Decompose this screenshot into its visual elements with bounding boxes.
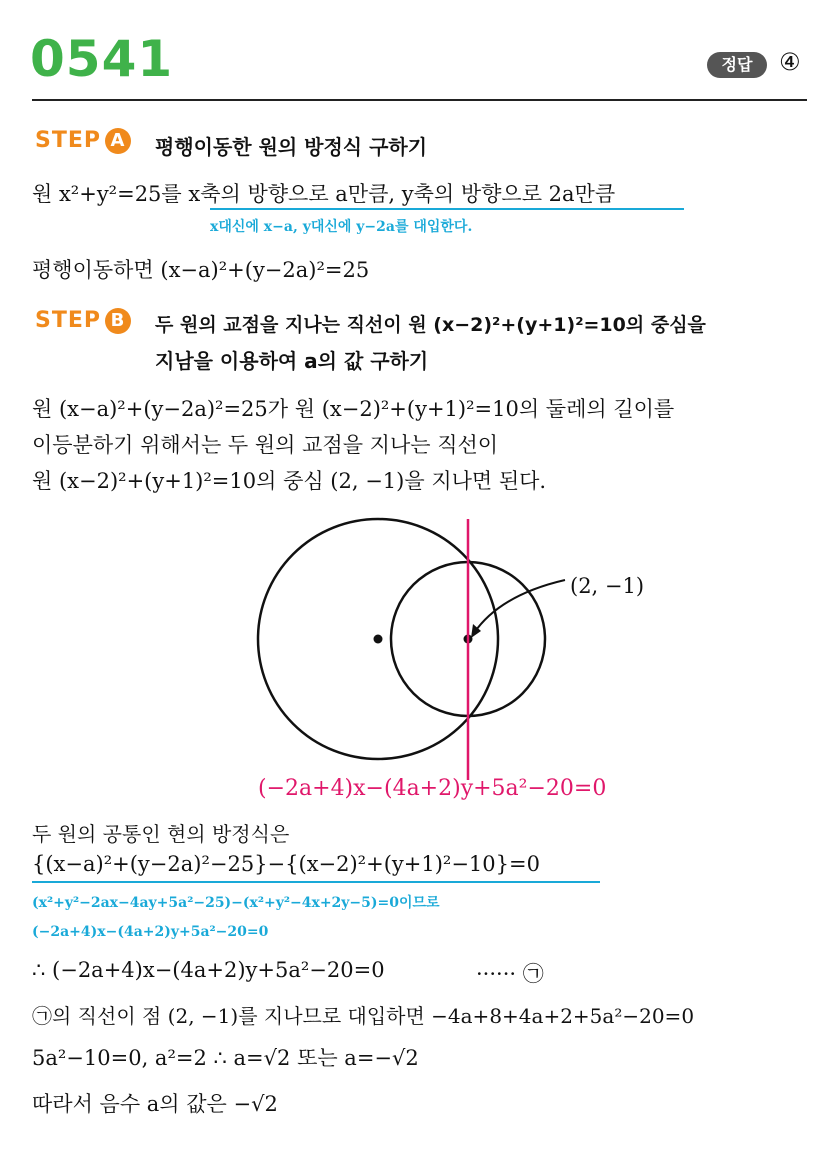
center-label: (2, −1)	[570, 574, 645, 598]
step-a-note: x대신에 x−a, y대신에 y−2a를 대입한다.	[210, 219, 473, 235]
problem-number: 0541	[30, 30, 174, 88]
line-equation-label: (−2a+4)x−(4a+2)y+5a²−20=0	[258, 776, 607, 801]
substitute-line: ㉠의 직선이 점 (2, −1)를 지나므로 대입하면 −4a+8+4a+2+5a²−20=0	[32, 1004, 695, 1028]
note2-underline	[32, 881, 600, 883]
conclusion-line: 따라서 음수 a의 값은 −√2	[32, 1092, 278, 1116]
circles-diagram	[240, 505, 680, 780]
simplified-note: (−2a+4)x−(4a+2)y+5a²−20=0	[32, 924, 269, 940]
step-b-line2: 이등분하기 위해서는 두 원의 교점을 지나는 직선이	[32, 433, 499, 457]
common-chord-intro: 두 원의 공통인 현의 방정식은	[32, 822, 290, 846]
step-b-letter: B	[105, 308, 131, 334]
step-b-line3: 원 (x−2)²+(y+1)²=10의 중심 (2, −1)을 지나면 된다.	[32, 469, 547, 493]
step-b-title-line1: 두 원의 교점을 지나는 직선이 원 (x−2)²+(y+1)²=10의 중심을	[155, 314, 706, 336]
answer-badge: 정답	[707, 52, 767, 78]
answer-value: ④	[779, 48, 801, 76]
step-a-line1: 원 x²+y²=25를 x축의 방향으로 a만큼, y축의 방향으로 2a만큼	[32, 182, 616, 206]
step-a-letter: A	[105, 128, 131, 154]
expansion-note: (x²+y²−2ax−4ay+5a²−25)−(x²+y²−4x+2y−5)=0이므로	[32, 895, 440, 911]
note1-underline	[210, 208, 684, 210]
step-b-badge: STEP B	[35, 308, 131, 334]
header-divider	[32, 99, 807, 101]
step-a-title: 평행이동한 원의 방정식 구하기	[155, 135, 428, 159]
common-chord-equation: {(x−a)²+(y−2a)²−25}−{(x−2)²+(y+1)²−10}=0	[32, 852, 540, 876]
step-a-line2: 평행이동하면 (x−a)²+(y−2a)²=25	[32, 258, 370, 282]
equation-marker: ······ ㉠	[476, 962, 544, 986]
step-a-badge: STEP A	[35, 128, 131, 154]
step-b-line1: 원 (x−a)²+(y−2a)²=25가 원 (x−2)²+(y+1)²=10의 둘레의 길이를	[32, 397, 675, 421]
therefore-line: ∴ (−2a+4)x−(4a+2)y+5a²−20=0	[32, 958, 385, 982]
translated-circle-center	[374, 635, 383, 644]
step-b-title-line2: 지남을 이용하여 a의 값 구하기	[155, 349, 429, 373]
solve-line: 5a²−10=0, a²=2 ∴ a=√2 또는 a=−√2	[32, 1046, 419, 1070]
